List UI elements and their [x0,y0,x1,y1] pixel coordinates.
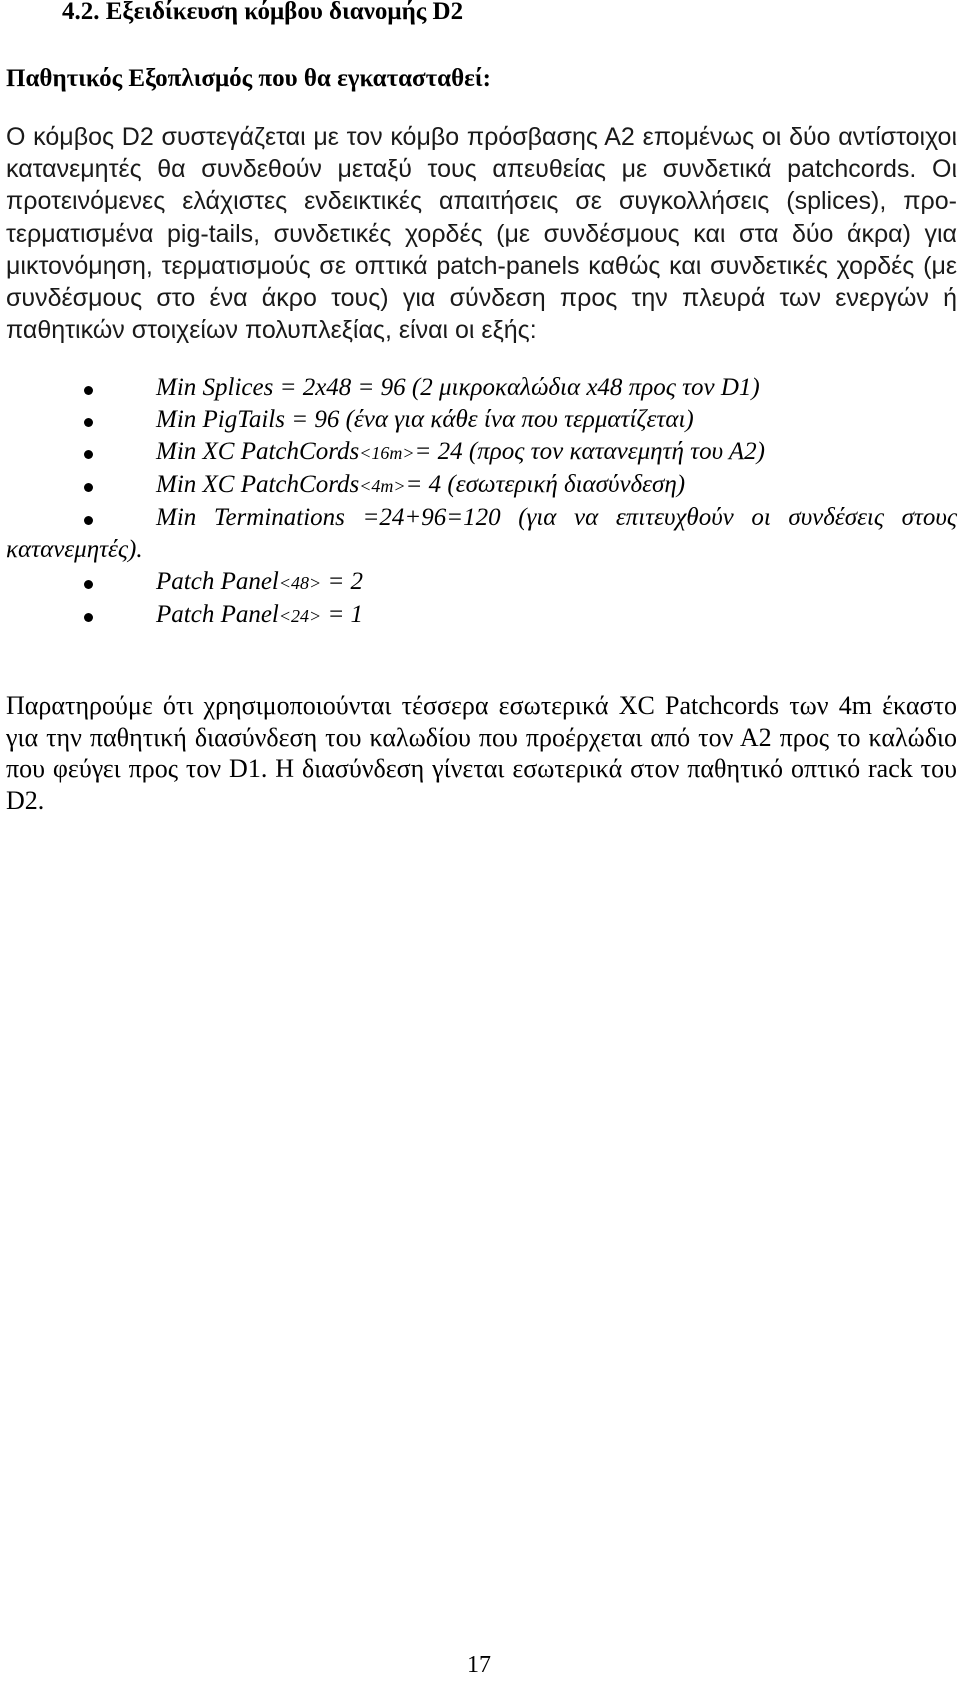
requirement-item [0,566,957,599]
requirement-item [0,436,957,469]
page-number: 17 [467,1652,491,1678]
requirement-size-qualifier: <24> [278,606,322,626]
requirement-item [0,469,957,502]
requirement-quantity: = 1 [321,601,364,628]
requirement-item [0,372,957,404]
bullet-icon [84,418,93,427]
bullet-icon [84,580,93,589]
requirement-item [0,404,957,436]
bullet-icon [84,450,93,459]
closing-paragraph: Παρατηρούμε ότι χρησιμοποιούνται τέσσερα εσωτερικά XC Patchcords των 4m έκαστο για την παθητική διασύνδεση του καλωδίου που προέρχεται από τον Α2 προς το καλώδιο που φεύγει προς τον D1. Η διασύνδεση γίνεται εσωτερικά στον παθητικό οπτικό rack του D2. [6,691,957,815]
requirement-quantity: = 4 (εσωτερική διασύνδεση) [405,471,686,498]
requirement-length-qualifier: <16m> [359,443,415,463]
bullet-icon [84,483,93,492]
requirement-text: Min XC PatchCords [156,438,360,465]
requirement-text: Min Splices = 2x48 = 96 (2 μικροκαλώδια x48 προς τον D1) [156,374,760,401]
requirement-text: Patch Panel [156,601,279,628]
requirement-text: Min XC PatchCords [156,471,360,498]
bullet-icon [84,613,93,622]
requirement-text: Min PigTails = 96 (ένα για κάθε ίνα που τερματίζεται) [156,406,694,433]
requirement-length-qualifier: <4m> [359,476,406,496]
bullet-icon [84,386,93,395]
requirement-size-qualifier: <48> [278,573,322,593]
requirement-item [0,599,957,632]
intro-paragraph: Ο κόμβος D2 συστεγάζεται με τον κόμβο πρόσβασης Α2 επομένως οι δύο αντίστοιχοι κατανεμητές θα συνδεθούν μεταξύ τους απευθείας με συνδετικά patchcords. Οι προτεινόμενες ελάχιστες ενδεικτικές απαιτήσεις σε συγκολλήσεις (splices), προ-τερματισμένα pig-tails, συνδετικές χορδές (με συνδέσμους και στα δύο άκρα) για μικτονόμηση, τερματισμούς σε οπτικά patch-panels καθώς και συνδετικές χορδές (με συνδέσμους στο ένα άκρο τους) για σύνδεση προς την πλευρά των ενεργών ή παθητικών στοιχείων πολυπλεξίας, είναι οι εξής: [6,123,957,345]
requirement-item [0,502,957,566]
requirement-quantity: = 24 (προς τον κατανεμητή του Α2) [414,438,765,465]
requirement-text: Patch Panel [156,568,279,595]
requirement-text: Min Terminations =24+96=120 (για να επιτευχθούν οι συνδέσεις στους κατανεμητές). [6,504,957,563]
requirements-list [0,372,957,632]
requirement-quantity: = 2 [321,568,364,595]
section-heading: 4.2. Εξειδίκευση κόμβου διανομής D2 [62,0,464,25]
bullet-icon [84,516,93,525]
equipment-subheading: Παθητικός Εξοπλισμός που θα εγκατασταθεί: [6,65,491,92]
